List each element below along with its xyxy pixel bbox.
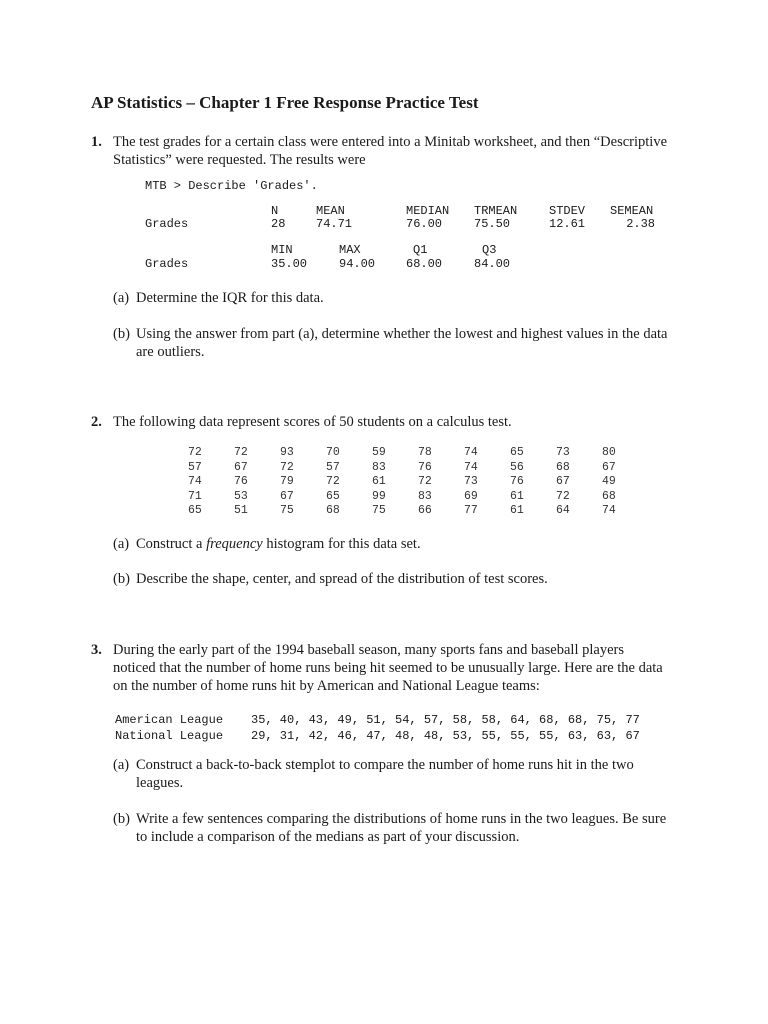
score-cell: 72 bbox=[280, 460, 294, 474]
table-row bbox=[188, 446, 648, 461]
stats-value-0: 28 bbox=[271, 217, 286, 231]
score-cell: 99 bbox=[372, 489, 386, 503]
score-cell: 74 bbox=[464, 446, 478, 459]
stats-value-3: 84.00 bbox=[474, 257, 511, 271]
part-text-post: histogram for this data set. bbox=[262, 536, 421, 552]
score-cell: 78 bbox=[418, 446, 432, 459]
score-cell: 83 bbox=[418, 489, 432, 503]
score-cell: 79 bbox=[280, 475, 294, 489]
score-cell: 68 bbox=[326, 504, 340, 518]
table-row bbox=[188, 490, 648, 505]
score-cell: 72 bbox=[556, 489, 570, 503]
score-cell: 61 bbox=[510, 504, 524, 518]
league-data-table bbox=[113, 711, 642, 745]
score-cell: 72 bbox=[234, 446, 248, 459]
stats-header-3: Q3 bbox=[482, 243, 497, 257]
score-cell: 70 bbox=[326, 446, 340, 459]
score-cell: 71 bbox=[188, 489, 202, 503]
table-row bbox=[188, 461, 648, 476]
part-text: Describe the shape, center, and spread of the distribution of test scores. bbox=[136, 571, 548, 587]
stats-row2-label: Grades bbox=[145, 257, 189, 271]
score-cell: 72 bbox=[188, 446, 202, 459]
stats-header-5: SEMEAN bbox=[610, 204, 654, 218]
score-cell: 57 bbox=[326, 460, 340, 474]
score-cell: 66 bbox=[418, 504, 432, 518]
score-cell: 53 bbox=[234, 489, 248, 503]
part-label: (b) bbox=[113, 811, 130, 827]
score-cell: 74 bbox=[464, 460, 478, 474]
score-cell: 75 bbox=[372, 504, 386, 518]
question-3-part-b bbox=[113, 810, 673, 846]
score-cell: 74 bbox=[602, 504, 616, 518]
score-cell: 74 bbox=[188, 475, 202, 489]
stats-value-2: 76.00 bbox=[406, 217, 443, 231]
stats-header-0: N bbox=[271, 204, 279, 218]
question-1-part-b bbox=[113, 325, 678, 361]
score-cell: 67 bbox=[280, 489, 294, 503]
score-cell: 68 bbox=[602, 489, 616, 503]
page-title: AP Statistics – Chapter 1 Free Response Practice Test bbox=[91, 93, 479, 112]
score-cell: 75 bbox=[280, 504, 294, 518]
score-cell: 67 bbox=[602, 460, 616, 474]
stats-header-3: TRMEAN bbox=[474, 204, 518, 218]
part-label: (a) bbox=[113, 757, 130, 773]
stats-value-0: 35.00 bbox=[271, 257, 308, 271]
score-cell: 61 bbox=[372, 475, 386, 489]
score-cell: 93 bbox=[280, 446, 294, 459]
question-2-number: 2. bbox=[91, 414, 102, 430]
score-cell: 80 bbox=[602, 446, 616, 459]
part-text: Using the answer from part (a), determine whether the lowest and highest values in the data are outliers. bbox=[136, 326, 668, 360]
national-league-values: 29, 31, 42, 46, 47, 48, 48, 53, 55, 55, 55, 63, 63, 67 bbox=[251, 729, 640, 743]
minitab-command: MTB > Describe 'Grades'. bbox=[145, 179, 318, 193]
stats-header-0: MIN bbox=[271, 243, 293, 257]
stats-value-5: 2.38 bbox=[626, 217, 655, 231]
stats-header-4: STDEV bbox=[549, 204, 586, 218]
part-text: Construct a back-to-back stemplot to compare the number of home runs hit in the two leagues. bbox=[136, 757, 634, 791]
stats-header-2: Q1 bbox=[413, 243, 428, 257]
american-league-row bbox=[115, 713, 640, 727]
question-3-part-a bbox=[113, 756, 673, 792]
question-1-part-a bbox=[113, 289, 673, 307]
score-cell: 83 bbox=[372, 460, 386, 474]
score-cell: 59 bbox=[372, 446, 386, 459]
score-cell: 65 bbox=[188, 504, 202, 518]
national-league-row bbox=[115, 729, 640, 743]
score-cell: 73 bbox=[464, 475, 478, 489]
scores-table bbox=[188, 446, 648, 519]
american-league-values: 35, 40, 43, 49, 51, 54, 57, 58, 58, 64, 68, 68, 75, 77 bbox=[251, 713, 640, 727]
question-1-number: 1. bbox=[91, 134, 102, 150]
part-text: Determine the IQR for this data. bbox=[136, 290, 324, 306]
stats-value-3: 75.50 bbox=[474, 217, 511, 231]
score-cell: 76 bbox=[234, 475, 248, 489]
stats-header-2: MEDIAN bbox=[406, 204, 450, 218]
score-cell: 57 bbox=[188, 460, 202, 474]
question-3-text: During the early part of the 1994 baseball season, many sports fans and baseball players noticed that the number of home runs being hit seemed to be unusually large. Here are the data on the number of home runs hit by American and National League teams: bbox=[113, 642, 663, 694]
score-cell: 76 bbox=[418, 460, 432, 474]
score-cell: 49 bbox=[602, 475, 616, 489]
score-cell: 65 bbox=[510, 446, 524, 459]
stats-row1-label: Grades bbox=[145, 217, 189, 231]
question-2-text: The following data represent scores of 50 students on a calculus test. bbox=[113, 414, 512, 430]
national-league-label: National League bbox=[115, 729, 224, 743]
score-cell: 69 bbox=[464, 489, 478, 503]
score-cell: 77 bbox=[464, 504, 478, 518]
score-cell: 65 bbox=[326, 489, 340, 503]
score-cell: 51 bbox=[234, 504, 248, 518]
american-league-label: American League bbox=[115, 713, 224, 727]
part-label: (a) bbox=[113, 290, 130, 306]
score-cell: 72 bbox=[326, 475, 340, 489]
score-cell: 73 bbox=[556, 446, 570, 459]
table-row bbox=[188, 475, 648, 490]
score-cell: 67 bbox=[234, 460, 248, 474]
part-text: Write a few sentences comparing the distributions of home runs in the two leagues. Be sure to include a comparison of the medians as part of your discussion. bbox=[136, 811, 667, 845]
part-label: (a) bbox=[113, 536, 130, 552]
stats-value-4: 12.61 bbox=[549, 217, 586, 231]
score-cell: 76 bbox=[510, 475, 524, 489]
part-label: (b) bbox=[113, 571, 130, 587]
score-cell: 64 bbox=[556, 504, 570, 518]
stats-value-2: 68.00 bbox=[406, 257, 443, 271]
score-cell: 67 bbox=[556, 475, 570, 489]
stats-value-1: 74.71 bbox=[316, 217, 353, 231]
question-3-number: 3. bbox=[91, 642, 102, 658]
table-row bbox=[188, 504, 648, 519]
score-cell: 61 bbox=[510, 489, 524, 503]
stats-header-1: MAX bbox=[339, 243, 361, 257]
score-cell: 68 bbox=[556, 460, 570, 474]
score-cell: 72 bbox=[418, 475, 432, 489]
part-label: (b) bbox=[113, 326, 130, 342]
part-text-pre: Construct a bbox=[136, 536, 207, 552]
part-text-emphasis: frequency bbox=[206, 536, 263, 552]
score-cell: 56 bbox=[510, 460, 524, 474]
stats-value-1: 94.00 bbox=[339, 257, 376, 271]
question-2-part-b bbox=[113, 570, 673, 588]
question-1-text: The test grades for a certain class were entered into a Minitab worksheet, and then “Descriptive Statistics” were requested. The results were bbox=[113, 134, 668, 168]
stats-header-1: MEAN bbox=[316, 204, 345, 218]
question-2-part-a bbox=[113, 535, 673, 553]
